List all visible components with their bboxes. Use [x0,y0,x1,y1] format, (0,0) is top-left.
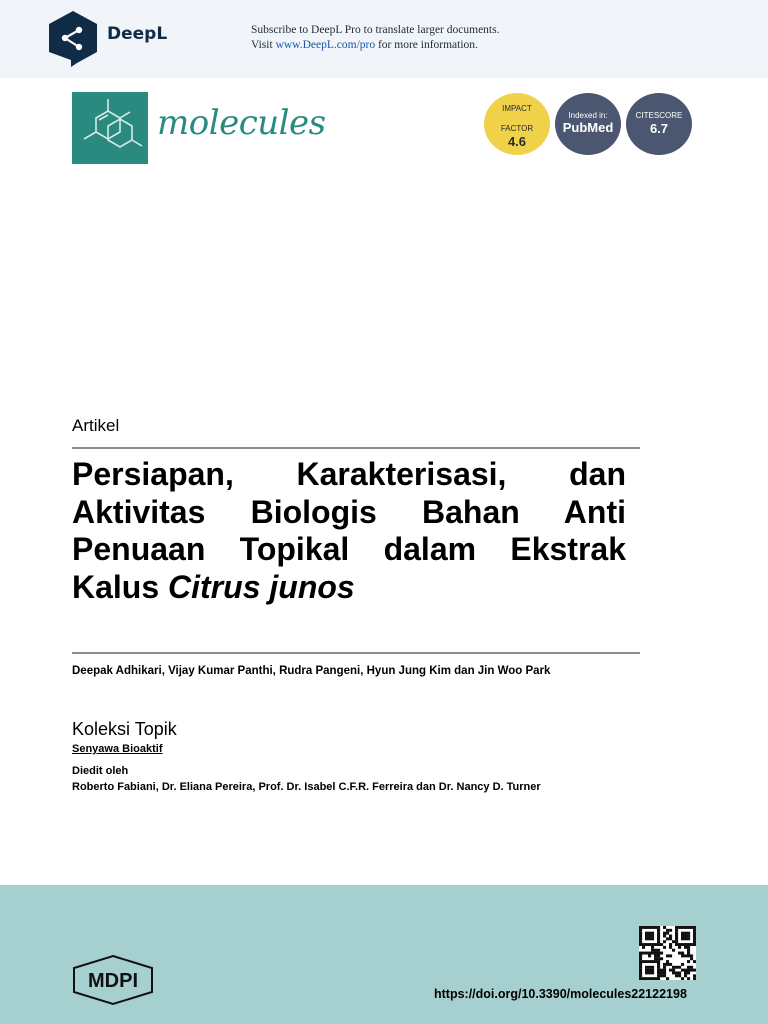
deepl-banner [0,0,768,78]
qr-module [669,946,672,949]
qr-module [657,963,660,966]
qr-module [684,937,687,940]
qr-module [651,971,654,974]
qr-module [651,943,654,946]
qr-module [660,974,663,977]
qr-module [648,966,651,969]
qr-module [693,926,696,929]
qr-module [660,969,663,972]
qr-module [663,935,666,938]
citescore-badge[interactable] [626,93,692,155]
qr-module [657,940,660,943]
qr-module [639,929,642,932]
qr-module [651,969,654,972]
qr-module [639,974,642,977]
qr-module [657,943,660,946]
qr-module [663,940,666,943]
qr-module [660,971,663,974]
qr-module [687,969,690,972]
qr-module [687,932,690,935]
qr-module [669,943,672,946]
qr-module [657,937,660,940]
qr-module [684,954,687,957]
deepl-message-line1: Subscribe to DeepL Pro to translate larger documents. [251,24,500,36]
qr-module [654,954,657,957]
author-list: Deepak Adhikari, Vijay Kumar Panthi, Rudra Pangeni, Hyun Jung Kim dan Jin Woo Park [72,665,551,677]
qr-module [648,969,651,972]
qr-module [666,929,669,932]
qr-module [651,960,654,963]
qr-module [678,974,681,977]
qr-module [693,929,696,932]
qr-module [663,946,666,949]
qr-module [648,932,651,935]
qr-code-icon[interactable] [639,926,696,980]
qr-module [672,969,675,972]
qr-module [654,957,657,960]
qr-module [639,960,642,963]
qr-module [657,966,660,969]
qr-module [654,943,657,946]
qr-module [675,974,678,977]
qr-module [684,932,687,935]
qr-module [660,957,663,960]
qr-module [654,926,657,929]
qr-module [687,954,690,957]
qr-module [675,971,678,974]
qr-module [693,935,696,938]
citescore-value: 6.7 [649,121,669,136]
qr-module [693,937,696,940]
qr-module [651,966,654,969]
qr-module [681,932,684,935]
qr-module [669,929,672,932]
deepl-logo-icon [47,10,99,68]
qr-module [648,926,651,929]
qr-module [657,971,660,974]
qr-module [651,926,654,929]
deepl-message-line2 [251,38,499,53]
qr-module [693,960,696,963]
article-type: Artikel [72,416,120,435]
qr-module [639,954,642,957]
deepl-info-text: for more information. [375,39,478,51]
mdpi-logo-icon [71,954,155,1006]
qr-module [666,977,669,980]
qr-module [678,946,681,949]
qr-module [684,926,687,929]
collection-heading: Koleksi Topik [72,719,177,739]
title-species: Citrus junos [168,568,355,605]
qr-module [687,960,690,963]
qr-module [687,935,690,938]
qr-module [687,943,690,946]
qr-module [657,974,660,977]
qr-module [669,969,672,972]
qr-module [645,960,648,963]
qr-module [687,966,690,969]
qr-module [645,971,648,974]
qr-module [645,926,648,929]
qr-module [675,966,678,969]
top-divider [72,447,640,449]
impact-value: 4.6 [507,134,527,149]
qr-module [681,977,684,980]
qr-module [687,949,690,952]
qr-module [687,977,690,980]
qr-module [684,971,687,974]
molecule-structure-icon [72,92,148,164]
qr-module [669,954,672,957]
article-title [72,456,626,606]
qr-module [678,971,681,974]
qr-module [669,963,672,966]
qr-module [684,969,687,972]
qr-module [657,952,660,955]
doi-link[interactable]: https://doi.org/10.3390/molecules22122198 [434,987,687,1001]
qr-module [681,952,684,955]
qr-module [693,932,696,935]
qr-module [666,937,669,940]
qr-module [654,952,657,955]
qr-module [657,957,660,960]
qr-module [639,957,642,960]
qr-module [666,960,669,963]
qr-module [651,977,654,980]
qr-module [693,974,696,977]
qr-module [663,963,666,966]
qr-module [639,932,642,935]
qr-module [651,949,654,952]
qr-module [648,943,651,946]
qr-module [648,977,651,980]
journal-name: molecules [157,103,326,143]
bottom-divider [72,652,640,654]
qr-module [693,977,696,980]
qr-module [651,937,654,940]
qr-module [642,977,645,980]
deepl-visit-text: Visit [251,39,276,51]
qr-module [648,952,651,955]
qr-module [639,952,642,955]
qr-module [675,926,678,929]
qr-module [690,969,693,972]
qr-module [687,946,690,949]
impact-label-2: FACTOR [500,124,534,133]
qr-module [684,946,687,949]
qr-module [687,952,690,955]
qr-module [675,940,678,943]
qr-module [657,969,660,972]
qr-module [657,949,660,952]
qr-module [657,977,660,980]
qr-module [657,926,660,929]
qr-module [651,935,654,938]
impact-factor-badge[interactable] [484,93,550,155]
qr-module [657,960,660,963]
qr-module [681,954,684,957]
qr-module [678,926,681,929]
qr-module [672,971,675,974]
qr-module [684,974,687,977]
qr-module [639,969,642,972]
qr-module [654,949,657,952]
qr-module [642,943,645,946]
qr-module [642,946,645,949]
qr-module [639,977,642,980]
collection-link[interactable]: Senyawa Bioaktif [72,743,163,755]
qr-module [666,932,669,935]
qr-module [639,943,642,946]
qr-module [639,963,642,966]
deepl-brand: DeepL [107,24,168,44]
qr-module [657,932,660,935]
qr-module [639,971,642,974]
qr-module [687,926,690,929]
qr-module [651,932,654,935]
qr-module [663,971,666,974]
qr-module [648,971,651,974]
qr-module [681,935,684,938]
qr-module [663,974,666,977]
qr-module [645,943,648,946]
impact-label-1: IMPACT [502,104,532,113]
qr-module [675,929,678,932]
qr-module [666,963,669,966]
qr-module [645,966,648,969]
qr-module [648,954,651,957]
qr-module [642,960,645,963]
qr-module [672,966,675,969]
qr-module [681,943,684,946]
qr-module [678,966,681,969]
qr-module [648,960,651,963]
qr-module [657,929,660,932]
qr-module [681,937,684,940]
qr-module [639,937,642,940]
qr-module [654,960,657,963]
qr-module [684,935,687,938]
qr-module [645,977,648,980]
qr-module [669,935,672,938]
qr-module [642,926,645,929]
qr-module [687,937,690,940]
qr-module [657,954,660,957]
qr-module [645,935,648,938]
qr-module [648,937,651,940]
qr-module [651,946,654,949]
qr-module [690,966,693,969]
qr-module [672,949,675,952]
qr-module [663,932,666,935]
qr-module [660,943,663,946]
qr-module [657,935,660,938]
qr-module [684,943,687,946]
qr-module [690,957,693,960]
qr-module [642,952,645,955]
deepl-message [251,23,499,53]
qr-module [678,952,681,955]
qr-module [663,966,666,969]
editor-list: Roberto Fabiani, Dr. Eliana Pereira, Prof. Dr. Isabel C.F.R. Ferreira dan Dr. Nancy D. Turner [72,781,541,793]
qr-module [690,943,693,946]
qr-module [693,943,696,946]
qr-module [681,969,684,972]
mdpi-text: MDPI [88,970,138,992]
qr-module [645,952,648,955]
qr-module [672,940,675,943]
qr-module [666,954,669,957]
pubmed-badge[interactable] [555,93,621,155]
qr-module [675,943,678,946]
qr-module [690,926,693,929]
qr-module [648,935,651,938]
qr-module [645,969,648,972]
qr-module [663,969,666,972]
qr-module [645,937,648,940]
qr-module [693,940,696,943]
indexed-label: Indexed in: [568,111,608,120]
qr-module [660,952,663,955]
qr-module [654,977,657,980]
qr-module [687,971,690,974]
qr-module [639,926,642,929]
qr-module [669,937,672,940]
qr-module [675,935,678,938]
qr-module [651,952,654,955]
edited-by-label: Diedit oleh [72,765,129,777]
qr-module [639,940,642,943]
deepl-pro-link[interactable]: www.DeepL.com/pro [275,39,376,51]
qr-module [690,954,693,957]
qr-module [693,969,696,972]
qr-module [681,963,684,966]
qr-module [639,935,642,938]
title-main: Persiapan, Karakterisasi, dan Aktivitas Biologis Bahan Anti Penuaan Topikal dalam Ekstrak Kalus [72,456,626,605]
qr-module [639,966,642,969]
qr-module [663,926,666,929]
qr-module [675,937,678,940]
citescore-label: CITESCORE [635,111,683,120]
qr-module [645,932,648,935]
indexed-value: PubMed [562,120,614,135]
qr-module [681,926,684,929]
qr-module [678,943,681,946]
qr-module [675,932,678,935]
